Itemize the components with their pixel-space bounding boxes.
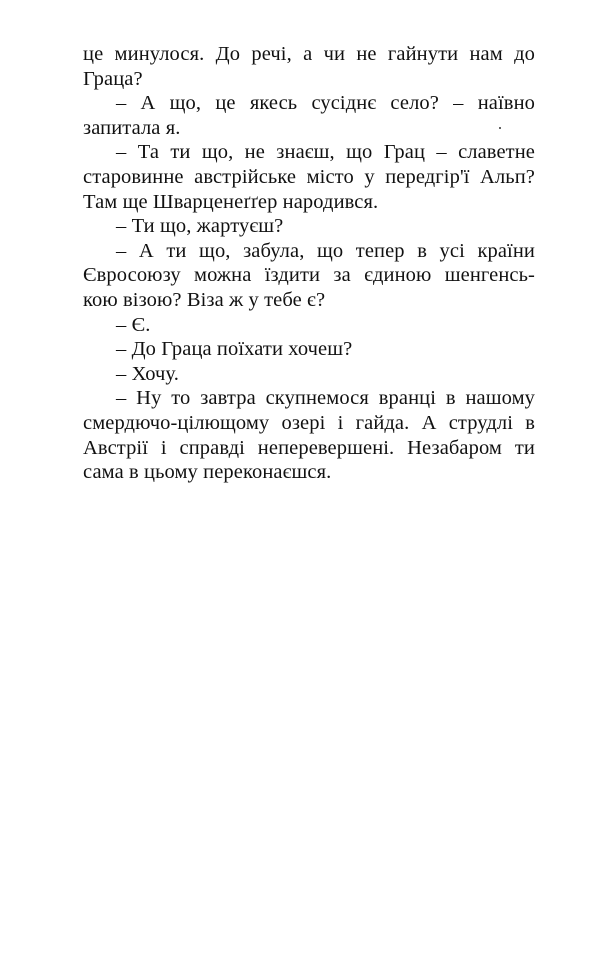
body-text bbox=[83, 42, 535, 485]
dialogue-line: – А ти що, забула, що тепер в усі країни bbox=[116, 239, 535, 262]
dialogue-line: – Ти що, жартуєш? bbox=[116, 215, 284, 238]
dialogue-line: – Та ти що, не знаєш, що Грац – славетне bbox=[116, 141, 535, 164]
dialogue-line: – А що, це якесь сусіднє село? – наївно bbox=[116, 92, 535, 115]
text-line: Євросоюзу можна їздити за єдиною шенгенсь- bbox=[83, 264, 535, 287]
text-line: Граца? bbox=[83, 67, 143, 90]
dialogue-line: – До Граца поїхати хочеш? bbox=[116, 338, 353, 361]
text-line: це минулося. До речі, а чи не гайнути нам до bbox=[83, 43, 535, 65]
dialogue-line: – Ну то завтра скупнемося вранці в нашому bbox=[116, 387, 535, 410]
scan-speck bbox=[499, 127, 501, 129]
dialogue-line: – Хочу. bbox=[116, 362, 179, 385]
text-line: кою візою? Віза ж у тебе є? bbox=[83, 288, 326, 311]
dialogue-line: – Є. bbox=[116, 313, 151, 336]
text-line: смердючо-цілющому озері і гайда. А струдлі в bbox=[83, 411, 535, 434]
text-line: Там ще Шварценеґґер народився. bbox=[83, 190, 379, 213]
text-line: старовинне австрійське місто у передгір'ї Альп? bbox=[83, 165, 535, 188]
text-line: сама в цьому переконаєшся. bbox=[83, 461, 332, 484]
text-line: запитала я. bbox=[83, 116, 181, 139]
text-line: Австрії і справді неперевершені. Незабаром ти bbox=[83, 436, 535, 459]
